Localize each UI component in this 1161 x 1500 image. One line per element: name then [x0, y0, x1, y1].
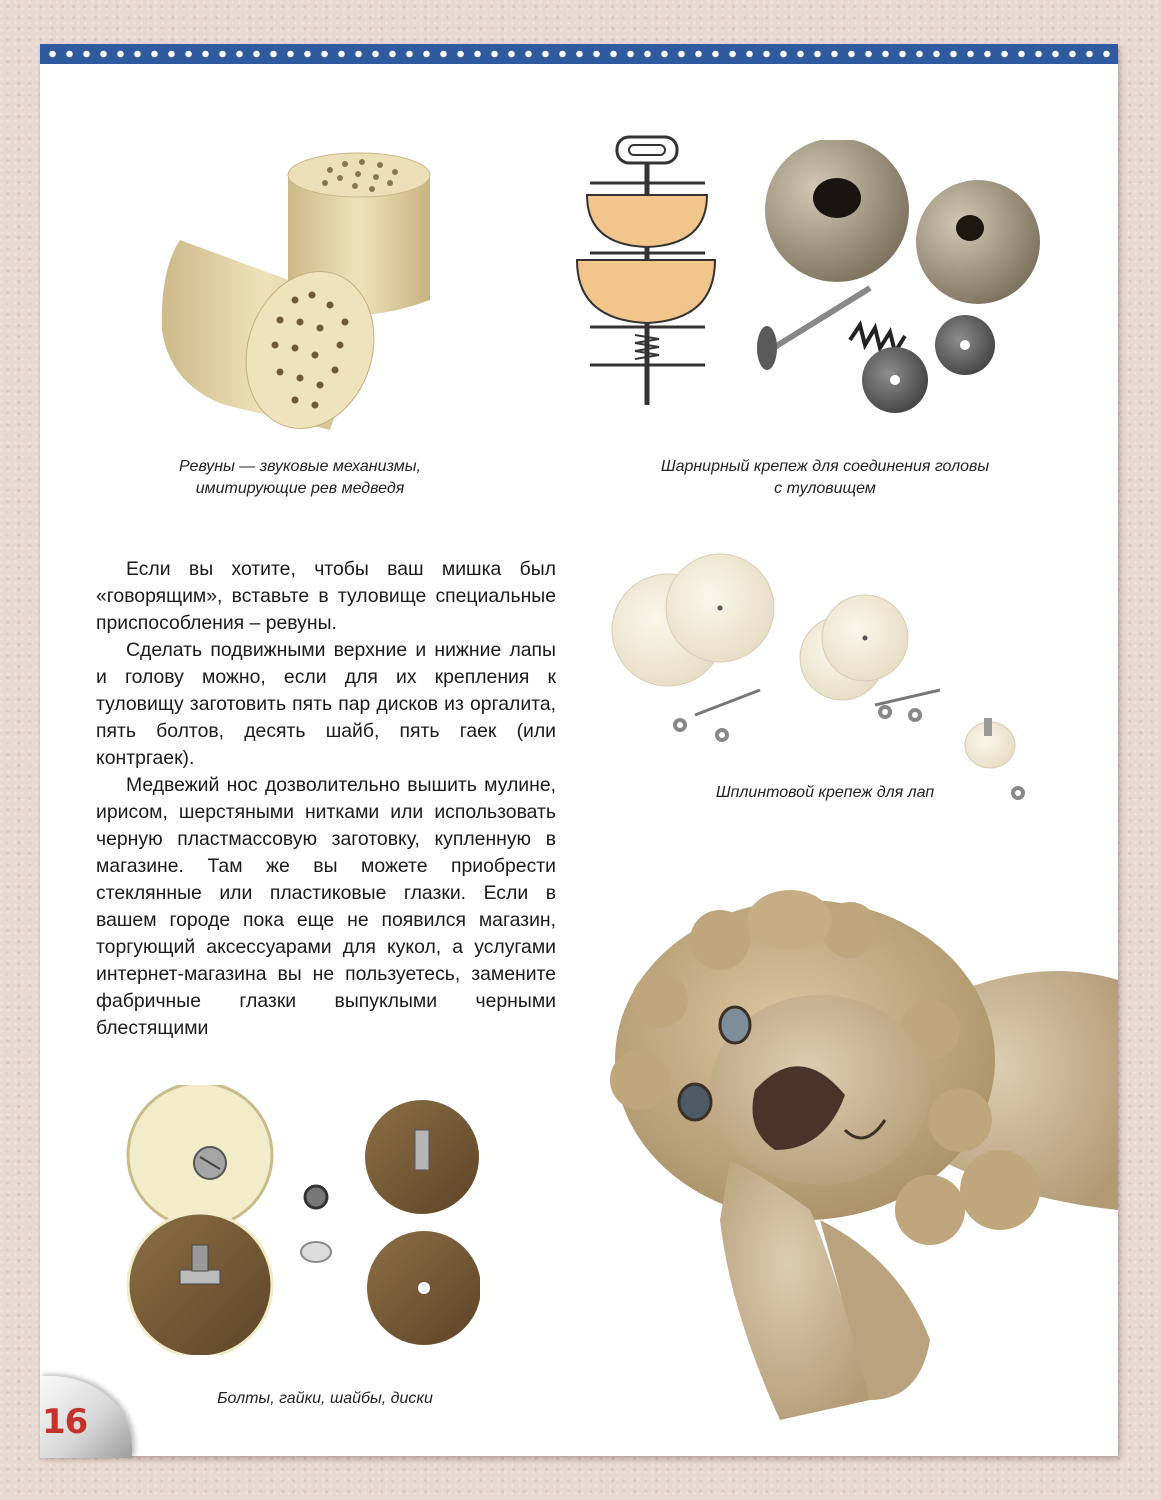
- paragraph-1: Если вы хотите, чтобы ваш мишка был «говорящим», вставьте в туловище специальные приспособления – ревуны.: [96, 558, 556, 634]
- caption-hinge-line-1: Шарнирный крепеж для соединения головы: [660, 458, 990, 475]
- caption-bolts: Болты, гайки, шайбы, диски: [217, 1390, 433, 1407]
- caption-hinge-line-2: с туловищем: [774, 480, 876, 497]
- page-number: 16: [42, 1402, 88, 1442]
- hinge-diagram-image: [575, 135, 725, 410]
- caption-cotter: Шплинтовой крепеж для лап: [715, 784, 935, 801]
- body-text: [96, 556, 556, 1042]
- wooden-balls-image: [740, 140, 1040, 420]
- cotter-discs-image: [610, 550, 1050, 810]
- caption-reveals-line-1: Ревуны — звуковые механизмы,: [179, 458, 421, 475]
- bolts-discs-image: [120, 1085, 480, 1355]
- paragraph-3: Медвежий нос дозволительно вышить мулине, ирисом, шерстяными нитками или использовать черную пластмассовую заготовку, купленную в магазине. Там же вы можете приобрести стеклянные или пластиковые глазки. Если в вашем городе пока еще не появился магазин, торгующий аксессуарами для кукол, а услугами интернет-магазина вы не пользуетесь, замените фабричные глазки выпуклыми черными блестящими: [96, 774, 556, 1039]
- teddy-bear-image: [600, 880, 1118, 1440]
- paragraph-2: Сделать подвижными верхние и нижние лапы и голову можно, если для их крепления к туловищу заготовить пять пар дисков из оргалита, пять болтов, десять шайб, пять гаек (или контргаек).: [96, 639, 556, 769]
- spiral-binding: [40, 44, 1118, 64]
- caption-hinge: [640, 456, 1010, 500]
- caption-reveals: [140, 456, 460, 500]
- caption-reveals-line-2: имитирующие рев медведя: [195, 480, 405, 497]
- reveal-cylinders-image: [140, 150, 440, 440]
